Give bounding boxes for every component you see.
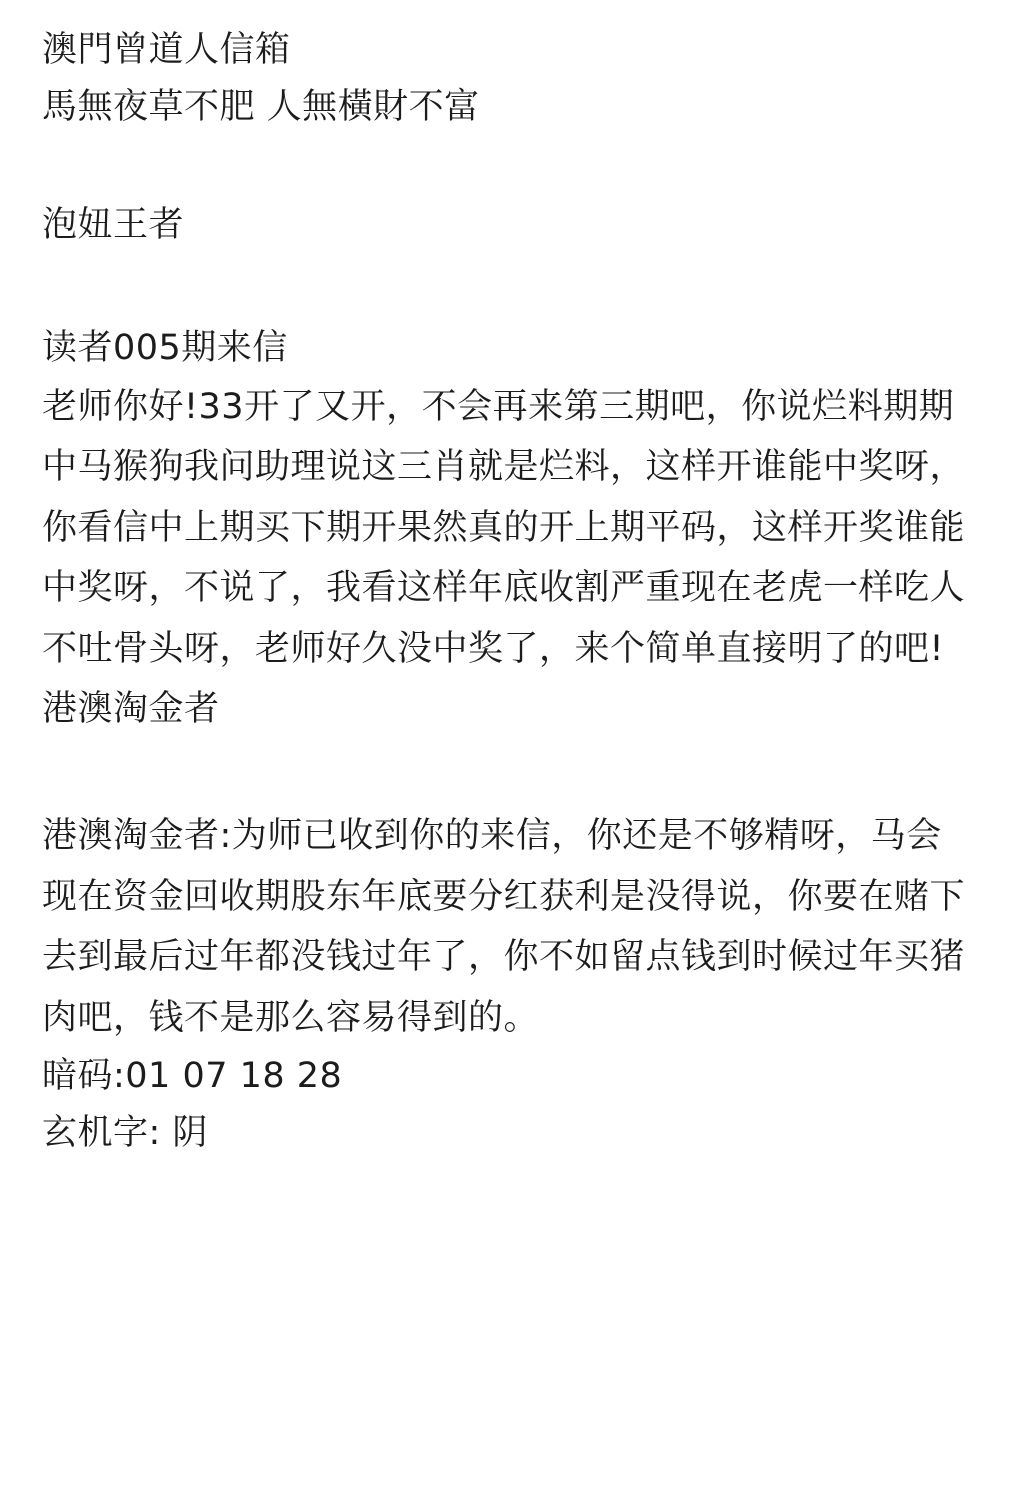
reply-body: 港澳淘金者:为师已收到你的来信，你还是不够精呀，马会现在资金回收期股东年底要分红获利是没得说，你要在赌下去到最后过年都没钱过年了，你不如留点钱到时候过年买猪肉吧，钱不是那么容易得到的。 <box>42 816 966 1038</box>
reply-mystic-line: 玄机字: 阴 <box>42 1112 208 1153</box>
letter-heading: 读者005期来信 <box>42 328 288 369</box>
document-header <box>42 22 977 135</box>
author-line: 泡妞王者 <box>42 205 185 246</box>
page-title: 澳門曾道人信箱 <box>42 30 291 70</box>
spacer-after-author <box>42 254 977 320</box>
letter-body: 老师你好!33开了又开，不会再来第三期吧，你说烂料期期中马猴狗我问助理说这三肖就是烂料，这样开谁能中奖呀，你看信中上期买下期开果然真的开上期平码，这样开奖谁能中奖呀，不说了，我看这样年底收割严重现在老虎一样吃人不吐骨头呀，老师好久没中奖了，来个简单直接明了的吧!港澳淘金者 <box>42 386 966 730</box>
reply-code-line: 暗码:01 07 18 28 <box>42 1056 343 1097</box>
spacer-after-header <box>42 135 977 197</box>
page-subtitle: 馬無夜草不肥 人無橫財不富 <box>42 86 480 127</box>
reply-section <box>42 806 977 1162</box>
spacer-after-letter <box>42 740 977 806</box>
letter-section <box>42 320 977 740</box>
